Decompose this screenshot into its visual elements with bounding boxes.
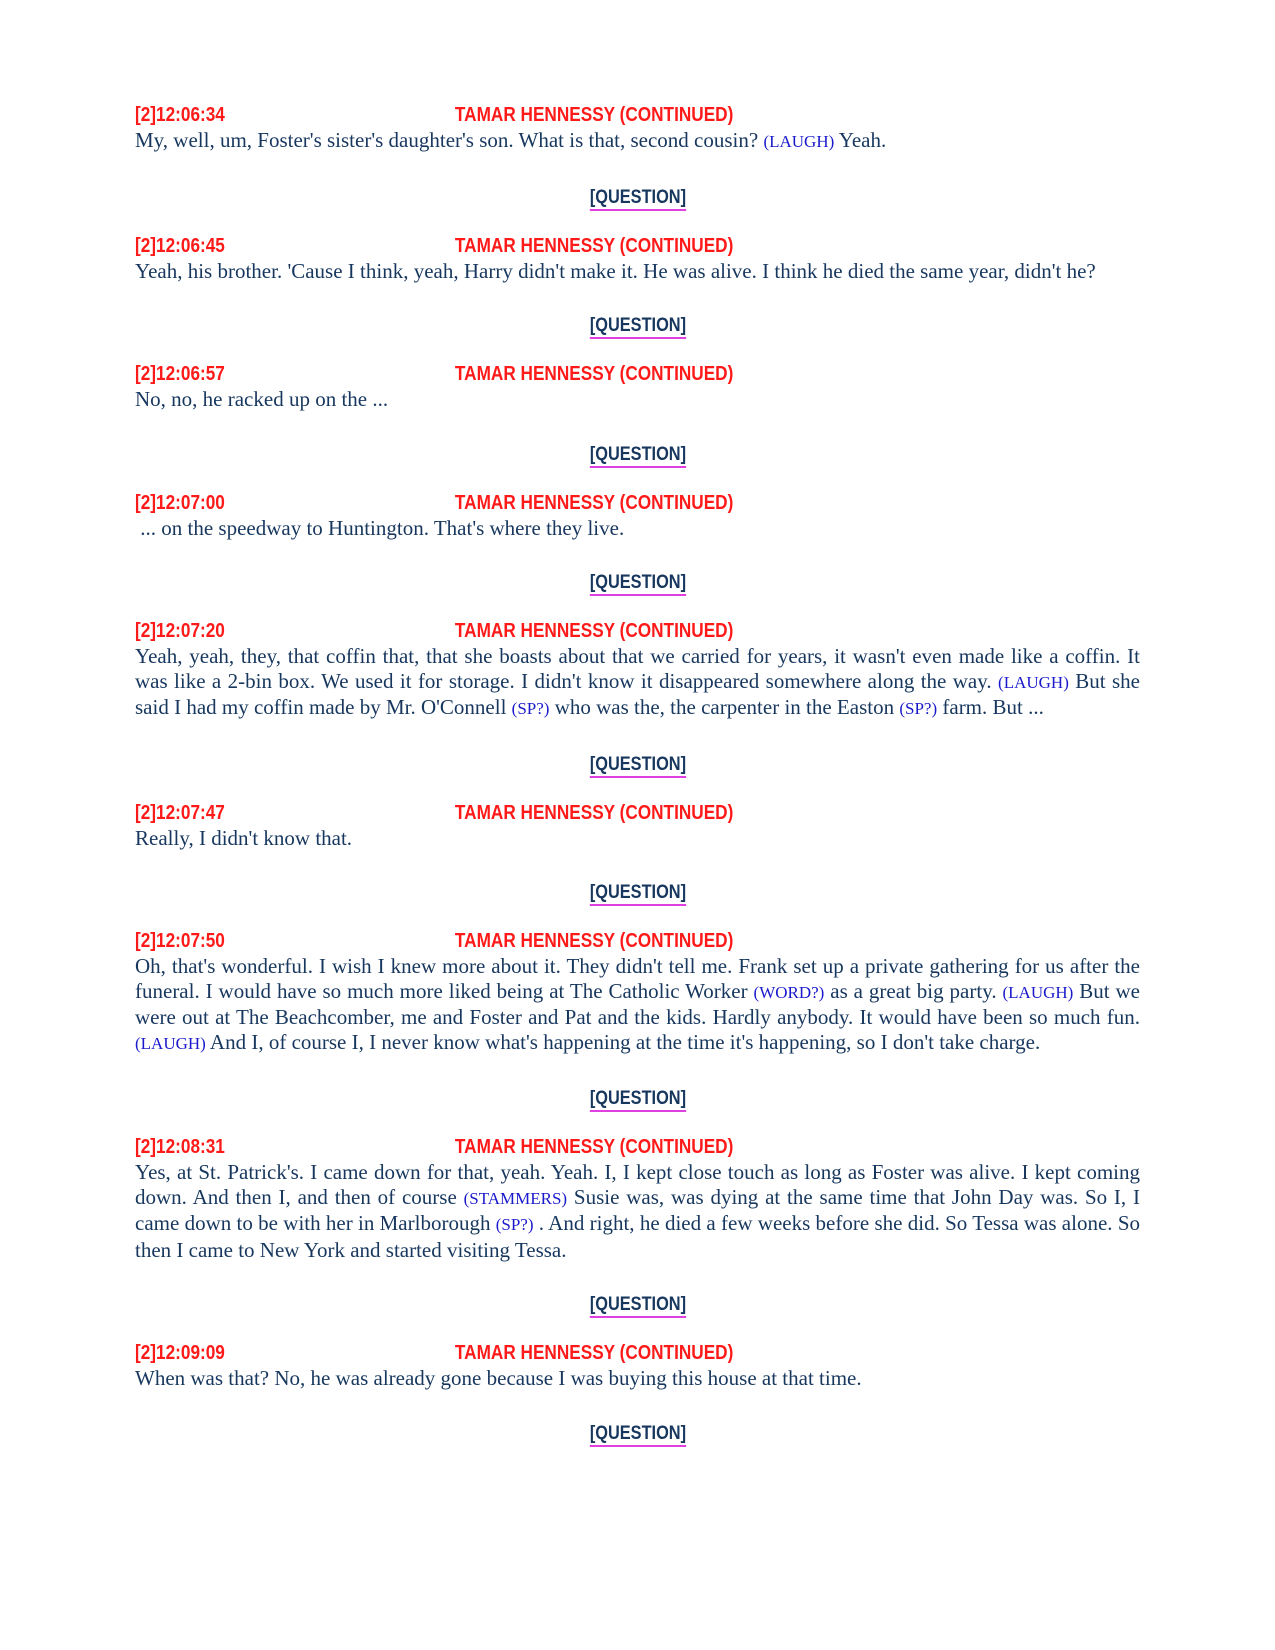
entry-header (135, 1340, 999, 1366)
text-segment: Oh, that's wonderful. I wish I knew more about it. They didn't tell me. Frank set up a private gathering for us after the funeral. I would have so much more liked being at The Catholic Worker (135, 954, 1140, 1003)
entry (135, 1340, 1140, 1391)
question-marker (135, 185, 1140, 211)
entry (135, 1134, 1140, 1262)
entry-header (135, 102, 999, 128)
annotation-note: (SP?) (511, 699, 550, 718)
question-marker (135, 1086, 1140, 1112)
speaker-name: TAMAR HENNESSY (CONTINUED) (454, 363, 734, 385)
entry (135, 233, 1140, 284)
entry-text (135, 826, 1140, 851)
speaker-name: TAMAR HENNESSY (CONTINUED) (454, 930, 734, 952)
annotation-note: (LAUGH) (135, 1033, 206, 1053)
entry (135, 102, 1140, 155)
annotation-note: (SP?) (495, 1215, 534, 1234)
speaker-name: TAMAR HENNESSY (CONTINUED) (454, 234, 734, 257)
text-segment: as a great big party. (824, 978, 1003, 1003)
timestamp: [2]12:07:20 (135, 620, 225, 642)
question-label: [QUESTION] (589, 315, 685, 339)
text-segment: ... on the speedway to Huntington. That's where they live. (135, 515, 625, 540)
speaker-name: TAMAR HENNESSY (CONTINUED) (454, 801, 734, 824)
entry-header (135, 361, 999, 387)
annotation-note: (STAMMERS) (463, 1188, 568, 1208)
annotation-note: (LAUGH) (1002, 982, 1074, 1002)
entry-text (135, 516, 1140, 541)
annotation-note: (LAUGH) (998, 672, 1069, 692)
timestamp: [2]12:06:57 (135, 363, 225, 385)
entry-header (135, 928, 999, 954)
annotation-note: (WORD?) (753, 982, 825, 1002)
entry-text (135, 644, 1140, 722)
speaker-name: TAMAR HENNESSY (CONTINUED) (454, 620, 734, 642)
entry (135, 928, 1140, 1056)
question-label: [QUESTION] (589, 572, 685, 596)
entry-header (135, 1134, 999, 1160)
text-segment: Yes, at St. Patrick's. I came down for that, yeah. Yeah. I, I kept close touch as long as Foster was alive. I kept coming down. And then I, and then of course (135, 1160, 1140, 1209)
text-segment: Yeah, yeah, they, that coffin that, that she boasts about that we carried for years, it wasn't even made like a coffin. It was like a 2-bin box. We used it for storage. I didn't know it disappeared somewhere along the way. (135, 644, 1140, 693)
speaker-name: TAMAR HENNESSY (CONTINUED) (454, 491, 734, 514)
question-marker (135, 313, 1140, 339)
timestamp: [2]12:09:09 (135, 1342, 225, 1364)
entry-header (135, 800, 999, 826)
entry-text (135, 259, 1140, 284)
entry-text (135, 387, 1140, 412)
text-segment: And I, of course I, I never know what's happening at the time it's happening, so I don't take charge. (205, 1029, 1041, 1054)
question-marker (135, 442, 1140, 468)
entry-text (135, 128, 1140, 155)
question-label: [QUESTION] (589, 1294, 685, 1318)
text-segment: But we were out at The Beachcomber, me and Foster and Pat and the kids. Hardly anybody. It would have been so much fun. (135, 978, 1140, 1029)
timestamp: [2]12:06:45 (135, 234, 225, 257)
entry (135, 490, 1140, 541)
text-segment: who was the, the carpenter in the Easton (549, 695, 900, 719)
text-segment: But she said I had my coffin made by Mr. O'Connell (135, 668, 1140, 719)
question-label: [QUESTION] (589, 1088, 685, 1112)
entry-text (135, 1160, 1140, 1262)
question-marker (135, 1421, 1140, 1447)
text-segment: . And right, he died a few weeks before she did. So Tessa was alone. So then I came to New York and started visiting Tessa. (135, 1211, 1140, 1262)
entry-text (135, 954, 1140, 1056)
text-segment: Yeah. (834, 128, 887, 152)
entry (135, 618, 1140, 722)
annotation-note: (LAUGH) (763, 132, 835, 151)
annotation-note: (SP?) (899, 699, 938, 718)
timestamp: [2]12:08:31 (135, 1136, 225, 1158)
text-segment: No, no, he racked up on the ... (135, 387, 389, 411)
entry-text (135, 1366, 1140, 1391)
text-segment: My, well, um, Foster's sister's daughter's son. What is that, second cousin? (135, 128, 764, 152)
speaker-name: TAMAR HENNESSY (CONTINUED) (454, 104, 734, 126)
text-segment: When was that? No, he was already gone because I was buying this house at that time. (135, 1366, 862, 1390)
entry (135, 800, 1140, 851)
entry-header (135, 618, 999, 644)
entry-header (135, 490, 999, 516)
question-marker (135, 880, 1140, 906)
transcript-page (135, 102, 1140, 1447)
question-label: [QUESTION] (589, 1423, 685, 1447)
entry-header (135, 233, 999, 259)
question-label: [QUESTION] (589, 187, 685, 211)
text-segment: farm. But ... (937, 695, 1044, 719)
text-segment: Susie was, was dying at the same time that John Day was. So I, I came down to be with her in Marlborough (135, 1184, 1140, 1235)
question-marker (135, 752, 1140, 778)
timestamp: [2]12:07:47 (135, 801, 225, 824)
question-marker (135, 570, 1140, 596)
timestamp: [2]12:07:50 (135, 930, 225, 952)
question-marker (135, 1292, 1140, 1318)
question-label: [QUESTION] (589, 882, 685, 906)
text-segment: Yeah, his brother. 'Cause I think, yeah, Harry didn't make it. He was alive. I think he died the same year, didn't he? (135, 258, 1096, 283)
speaker-name: TAMAR HENNESSY (CONTINUED) (454, 1342, 734, 1364)
entry (135, 361, 1140, 412)
question-label: [QUESTION] (589, 754, 685, 778)
text-segment: Really, I didn't know that. (135, 825, 353, 850)
question-label: [QUESTION] (589, 444, 685, 468)
timestamp: [2]12:07:00 (135, 491, 225, 514)
speaker-name: TAMAR HENNESSY (CONTINUED) (454, 1136, 734, 1158)
timestamp: [2]12:06:34 (135, 104, 225, 126)
